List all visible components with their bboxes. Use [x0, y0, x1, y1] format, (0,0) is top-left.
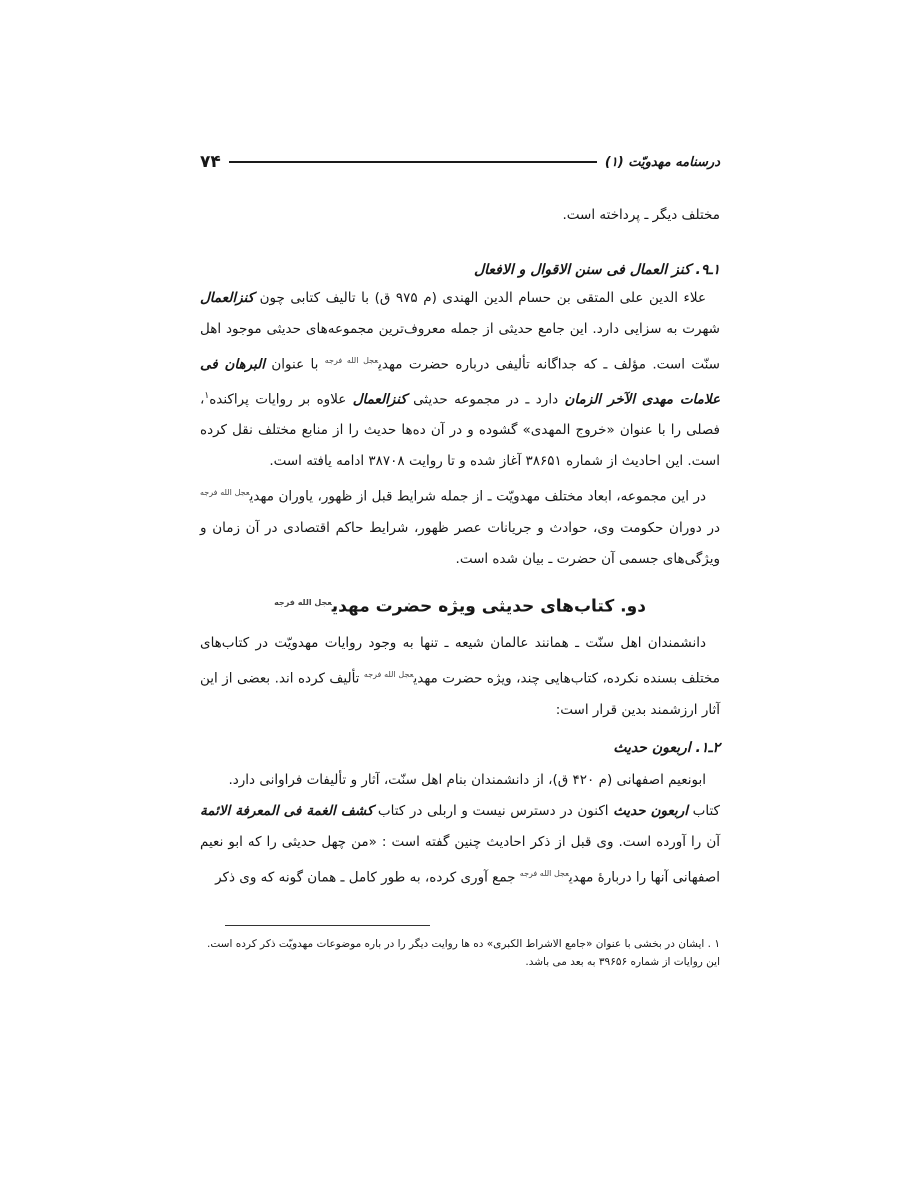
- honorific-mark: عجل الله فرجه: [200, 488, 250, 497]
- page: [200, 150, 721, 968]
- honorific-mark: عجل الله فرجه: [274, 598, 332, 607]
- honorific-mark: عجل الله فرجه: [324, 356, 379, 365]
- footnote: ۱ . ایشان در بخشی با عنوان «جامع الاشراط الکبری» ده ها روایت دیگر را در باره موضوعات مهدویّت ذکر کرده است. این روایات از شماره ۳۹۶۵۶ به بعد می باشد.: [207, 938, 720, 968]
- section-2: [200, 588, 720, 622]
- footnote-rule: [225, 925, 430, 926]
- honorific-mark: عجل الله فرجه: [363, 670, 414, 679]
- intro-block: [200, 200, 720, 231]
- paragraph-scholars: دانشمندان اهل سنّت ـ همانند عالمان شیعه ـ تنها به وجود روایات مهدویّت در کتاب‌های مختلف بسنده نکرده، کتاب‌هایی چند، ویژه حضرت مهدی$^{عجل الله فرجه}$ تألیف کرده اند. بعضی از این آثار ارزشمند بدین قرار است:: [200, 635, 721, 718]
- running-header: [200, 150, 720, 174]
- section-heading-2-1: ۲ـ۱. اربعون حدیث: [613, 740, 720, 756]
- section-2-body: [200, 628, 720, 726]
- paragraph-kanz-1: علاء الدین علی المتقی بن حسام الدین الهندی (م ۹۷۵ ق) با تالیف کتابی چون کنزالعمال شهرت به سزایی دارد. این جامع حدیثی از جمله معروف‌ترین مجموعه‌های حدیثی موجود اهل سنّت است. مؤلف ـ که جداگانه تألیفی درباره حضرت مهدی$^{عجل الله فرجه}$ با عنوان البرهان فی علامات مهدی الآخر الزمان دارد ـ در مجموعه حدیثی کنزالعمال علاوه بر روایات پراکنده$^۱$، فصلی را با عنوان «خروج المهدی» گشوده و در آن ده‌ها حدیث را از منابع مختلف نقل کرده است. این احادیث از شماره ۳۸۶۵۱ آغاز شده و تا روایت ۳۸۷۰۸ ادامه یافته است.: [200, 290, 720, 469]
- section-2-1-body: [200, 765, 720, 894]
- header-rule: [229, 161, 597, 163]
- section-1-9: [200, 256, 720, 284]
- paragraph-abunuaim-1: ابونعیم اصفهانی (م ۴۲۰ ق)، از دانشمندان بنام اهل سنّت، آثار و تألیفات فراوانی دارد.: [228, 772, 706, 788]
- footnote-ref: ۱: [204, 390, 210, 401]
- section-1-9-body: [200, 283, 720, 575]
- page-number: ۷۴: [200, 152, 221, 172]
- paragraph-kanz-2: در این مجموعه، ابعاد مختلف مهدویّت ـ از جمله شرایط قبل از ظهور، یاوران مهدی$^{عجل الله فرجه}$ در دوران حکومت وی، حوادث و جریانات عصر ظهور، شرایط حاکم اقتصادی در آن زمان و ویژگی‌های جسمی آن حضرت ـ بیان شده است.: [200, 488, 720, 567]
- section-heading-2: دو. کتاب‌های حدیثی ویژه حضرت مهدی$^{عجل الله فرجه}$: [274, 596, 646, 617]
- running-title: درسنامه مهدویّت (۱): [604, 154, 720, 170]
- section-2-1: [200, 734, 720, 762]
- section-heading-1-9: ۱ـ۹. کنز العمال فی سنن الاقوال و الافعال: [473, 262, 720, 278]
- intro-paragraph: مختلف دیگر ـ پرداخته است.: [562, 207, 720, 223]
- honorific-mark: عجل الله فرجه: [519, 869, 570, 878]
- paragraph-abunuaim-2: کتاب اربعون حدیث اکنون در دسترس نیست و اربلی در کتاب کشف الغمة فی المعرفة الائمة آن را آورده است. وی قبل از ذکر احادیث چنین گفته است : «من چهل حدیثی را که ابو نعیم اصفهانی آنها را دربارهٔ مهدی$^{عجل الله فرجه}$ جمع آوری کرده، به طور کامل ـ همان گونه که وی ذکر: [200, 803, 720, 886]
